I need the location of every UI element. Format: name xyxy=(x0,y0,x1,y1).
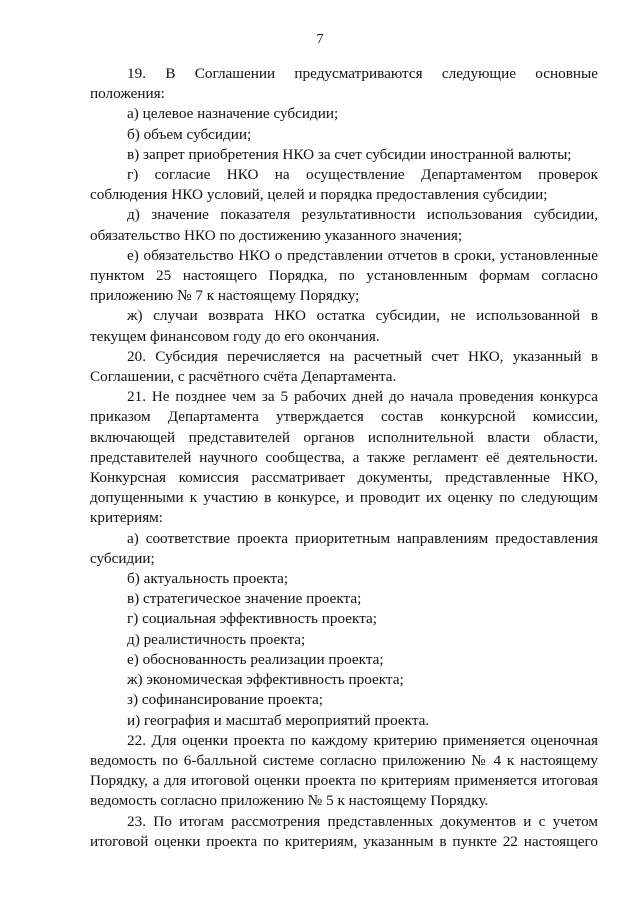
list-item-zh: ж) случаи возврата НКО остатка субсидии, не использованной в текущем финансовом году до его окончания. xyxy=(90,307,598,345)
list-item-b: б) объем субсидии; xyxy=(127,125,252,143)
criterion-d: д) реалистичность проекта; xyxy=(127,630,306,648)
paragraph-21: 21. Не позднее чем за 5 рабочих дней до начала проведения конкурса приказом Департамента утверждается состав конкурсной комиссии, включающей представителей органов исполнительной власти области, представителей научного сообщества, а также регламент её деятельности. Конкурсная комиссия рассматривает документы, представленные НКО, допущенными к участию в конкурсе, и проводит их оценку по следующим критериям: xyxy=(90,388,598,527)
list-item-g: г) согласие НКО на осуществление Департаментом проверок соблюдения НКО условий, целей и порядка предоставления субсидии; xyxy=(90,166,598,204)
list-item-v: в) запрет приобретения НКО за счет субсидии иностранной валюты; xyxy=(127,145,572,163)
criterion-a: а) соответствие проекта приоритетным направлениям предоставления субсидии; xyxy=(90,529,598,567)
criterion-zh: ж) экономическая эффективность проекта; xyxy=(127,671,404,689)
list-item-a: а) целевое назначение субсидии; xyxy=(127,105,339,123)
criterion-i: и) география и масштаб мероприятий проекта. xyxy=(127,711,430,729)
criterion-z: з) софинансирование проекта; xyxy=(127,691,323,709)
paragraph-20: 20. Субсидия перечисляется на расчетный счет НКО, указанный в Соглашении, с расчётного счёта Департамента. xyxy=(90,347,598,386)
criterion-v: в) стратегическое значение проекта; xyxy=(127,590,362,608)
list-item-e: е) обязательство НКО о представлении отчетов в сроки, установленные пунктом 25 настоящего Порядка, по установленным формам согласно приложению № 7 к настоящему Порядку; xyxy=(90,246,598,305)
paragraph-19: 19. В Соглашении предусматриваются следующие основные положения: xyxy=(90,65,598,103)
page-number: 7 xyxy=(316,32,324,47)
criterion-b: б) актуальность проекта; xyxy=(127,570,289,588)
paragraph-22: 22. Для оценки проекта по каждому критерию применяется оценочная ведомость по 6-балльной системе согласно приложению № 4 к настоящему Порядку, а для итоговой оценки проекта по критериям применяется итоговая ведомость согласно приложению № 5 к настоящему Порядку. xyxy=(90,731,598,810)
list-item-d: д) значение показателя результативности использования субсидии, обязательство НКО по достижению указанного значения; xyxy=(90,206,598,244)
criterion-e: е) обоснованность реализации проекта; xyxy=(127,650,384,668)
criterion-g: г) социальная эффективность проекта; xyxy=(127,610,377,628)
document-body xyxy=(90,64,598,852)
paragraph-23: 23. По итогам рассмотрения представленных документов и с учетом итоговой оценки проекта по критериям, указанным в пункте 22 настоящего xyxy=(90,812,598,850)
